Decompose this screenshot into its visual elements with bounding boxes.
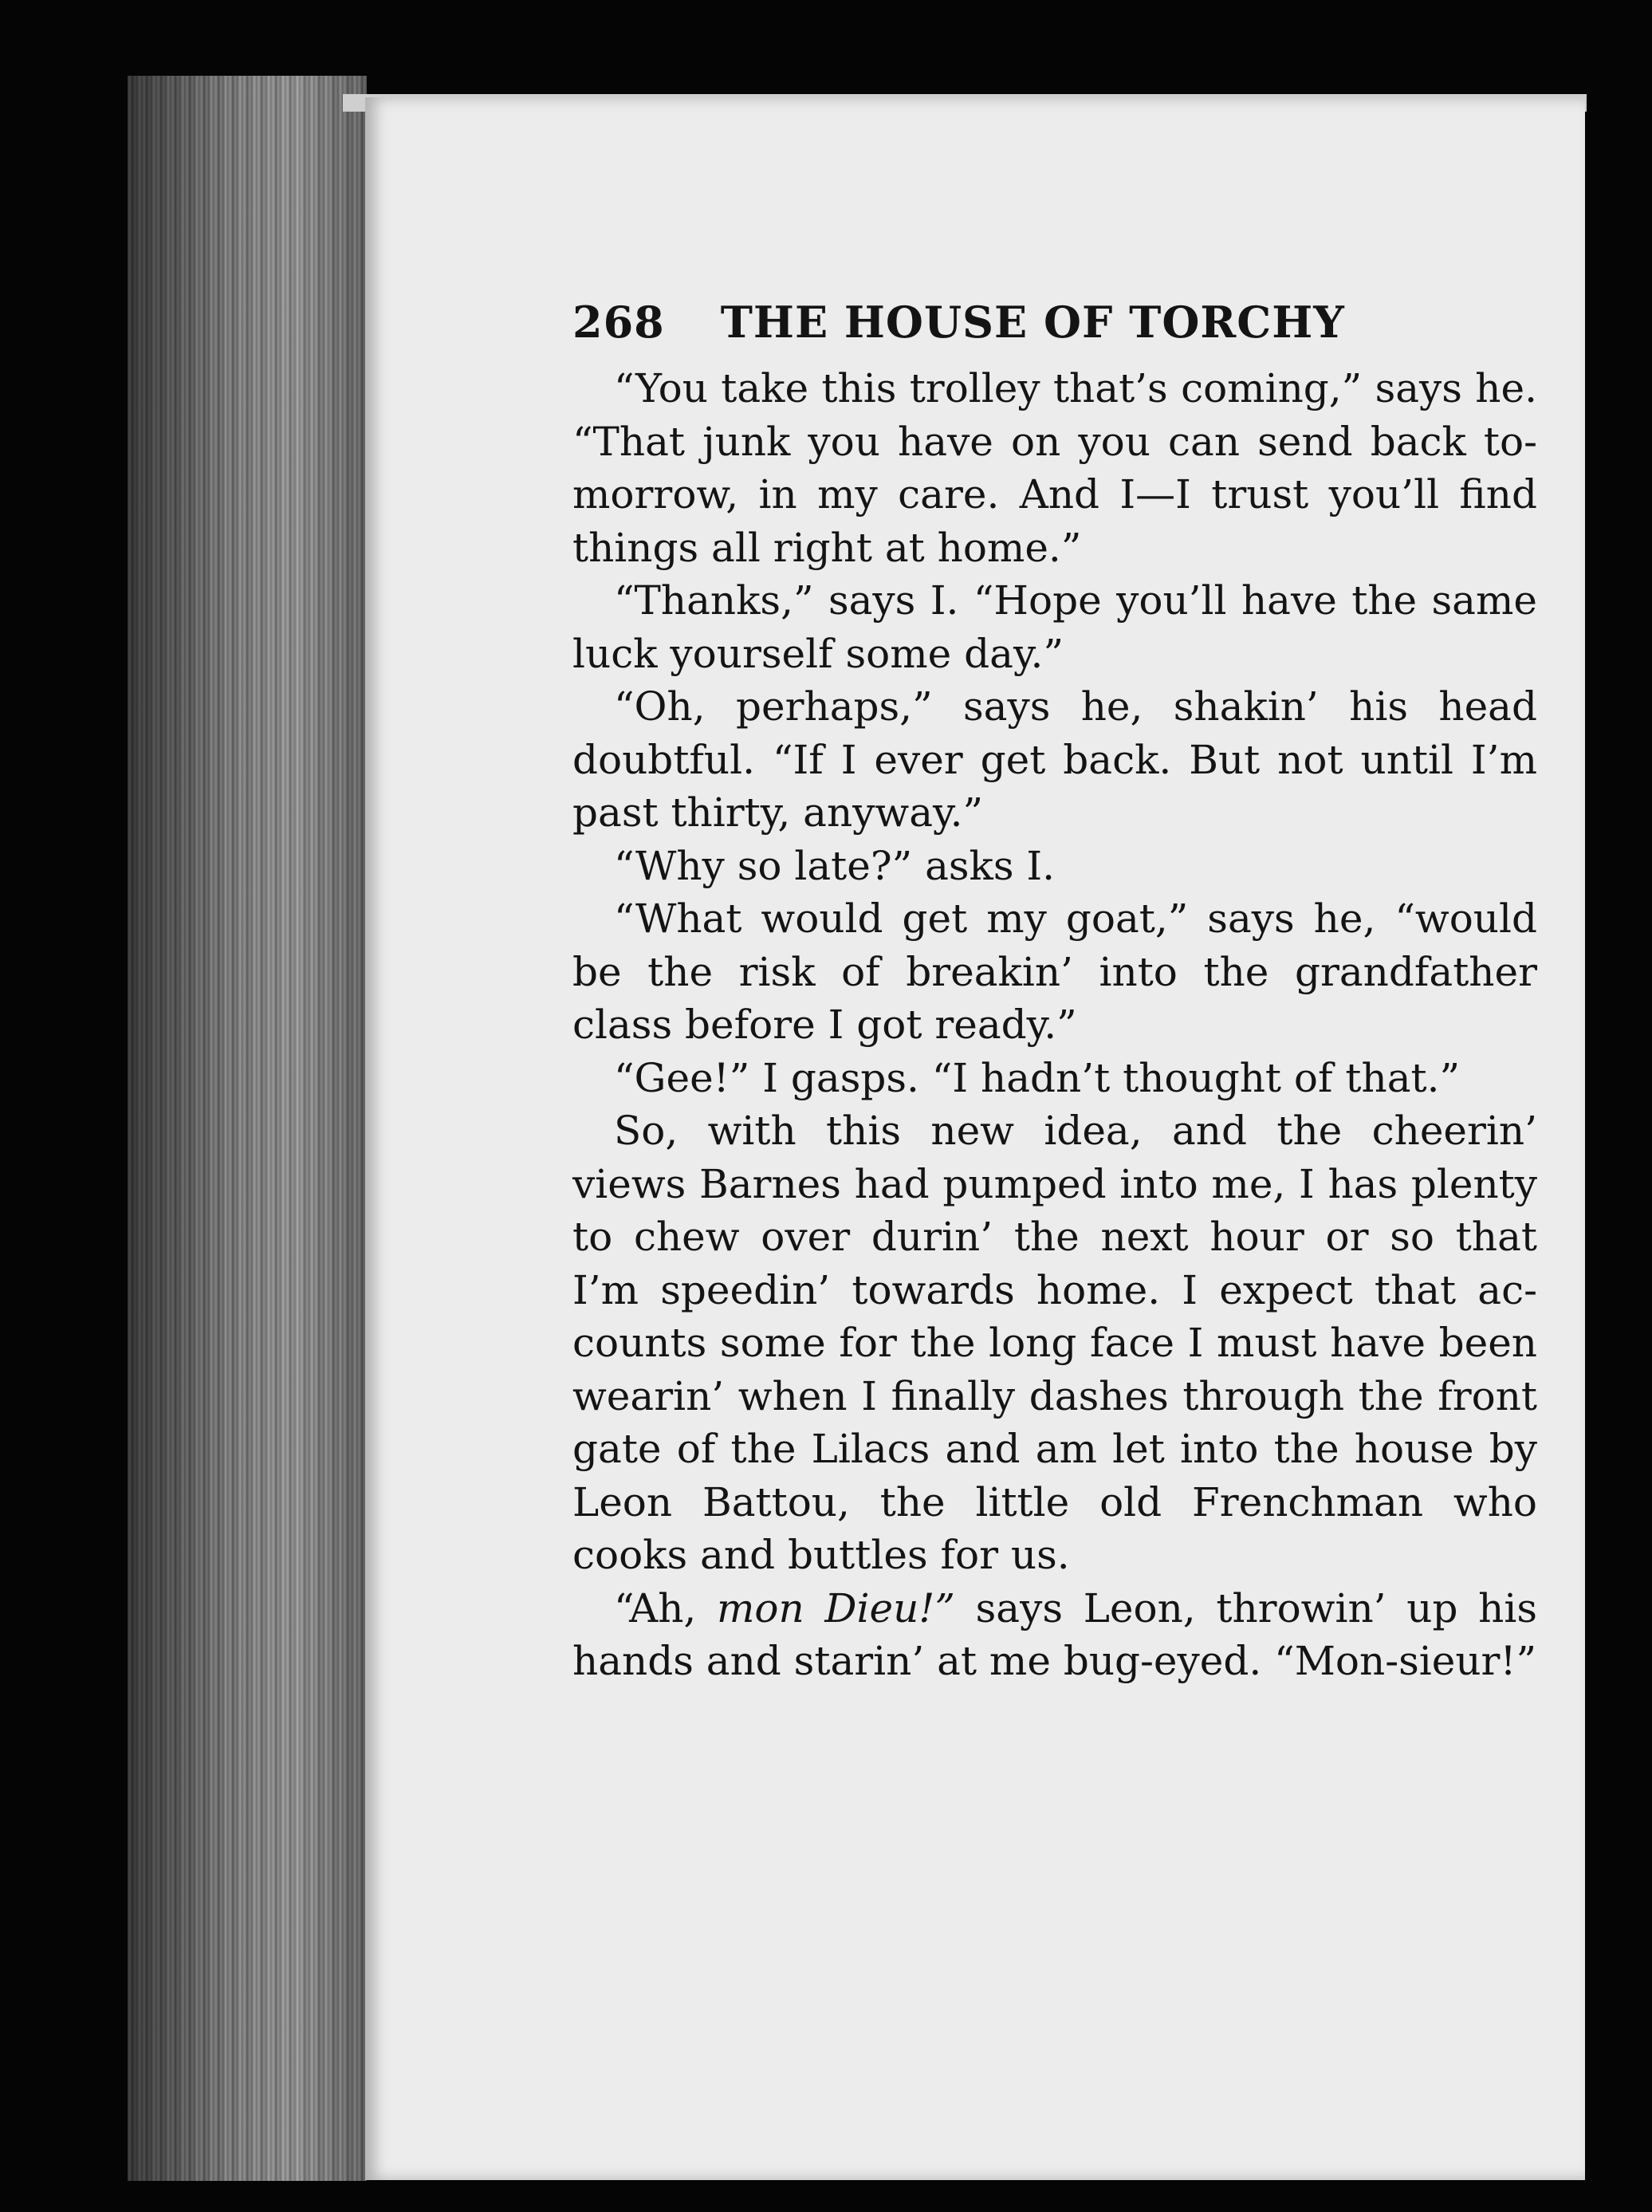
page-number: 268 (572, 297, 665, 348)
italic-text-run: mon Dieu!” (717, 1584, 955, 1631)
paragraph: “What would get my goat,” says he, “would be the risk of breakin’ into the grandfather class before I got ready.” (572, 895, 1537, 1048)
paragraph-last (572, 1582, 1537, 1688)
paragraph: “Oh, perhaps,” says he, shakin’ his head doubtful. “If I ever get back. But not until I’m past thirty, anyway.” (572, 683, 1537, 836)
book-page-edges (128, 76, 367, 2181)
running-title: THE HOUSE OF TORCHY (720, 297, 1345, 348)
page-text-block (572, 297, 1537, 1688)
paragraph: So, with this new idea, and the cheerin’ views Barnes had pumped into me, I has plenty to chew over durin’ the next hour or so that I’m speedin’ towards home. I expect that ac-counts some for the long face I must have been wearin’ when I finally dashes through the front gate of the Lilacs and am let into the house by Leon Battou, the little old Frenchman who cooks and buttles for us. (572, 1108, 1537, 1578)
book-page (365, 97, 1585, 2180)
running-head (572, 297, 1537, 348)
paragraph: “Why so late?” asks I. (614, 842, 1056, 889)
paragraph: “Thanks,” says I. “Hope you’ll have the same luck yourself some day.” (572, 577, 1537, 677)
text-run: says Leon, throwin’ up his hands and starin’ at me bug-eyed. “Mon-sieur!” (572, 1584, 1537, 1684)
paragraph: “You take this trolley that’s coming,” says he. “That junk you have on you can send back to-morrow, in my care. And I—I trust you’ll find things all right at home.” (572, 365, 1537, 571)
paragraph: “Gee!” I gasps. “I hadn’t thought of that.” (614, 1054, 1461, 1101)
text-run: “Ah, (614, 1584, 718, 1631)
